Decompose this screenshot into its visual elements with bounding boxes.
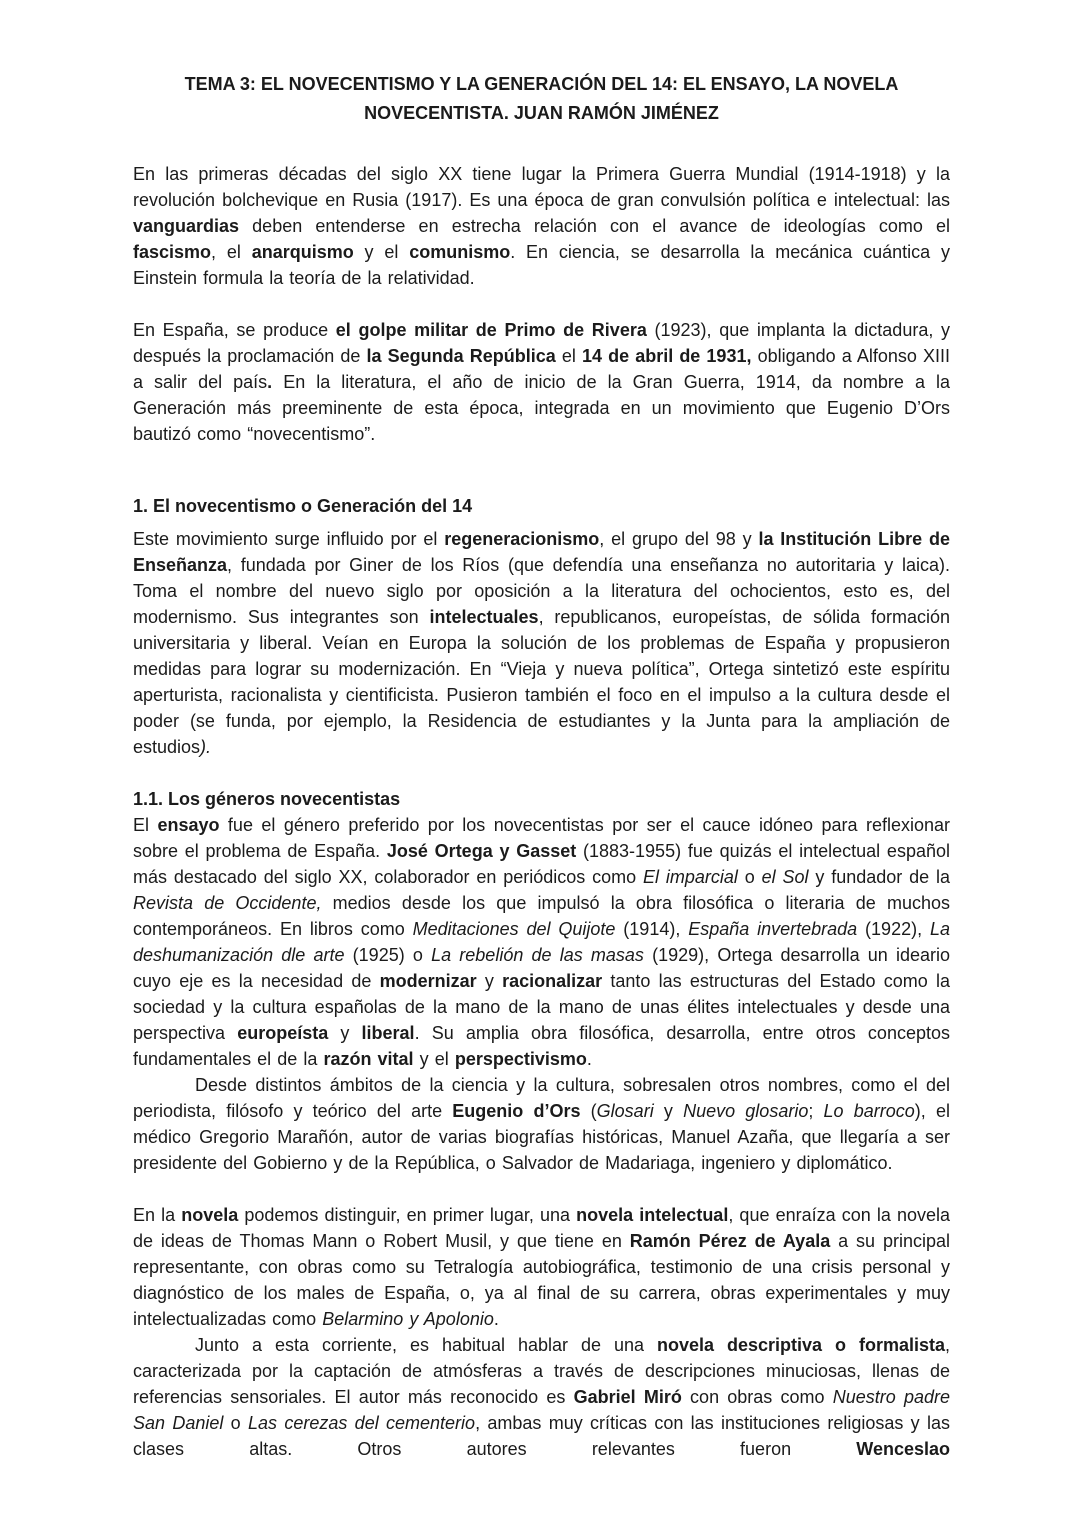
text-run: (1929), Ortega desarrolla un ideario cuyo eje es la necesidad de (133, 945, 950, 991)
text-run: Las cerezas del cementerio (248, 1413, 476, 1433)
paragraph-contexto-espana (133, 317, 950, 447)
text-run: En la literatura, el año de inicio de la Gran Guerra, 1914, da nombre a la Generación más preeminente de esta época, integrada en un movimiento que Eugenio D’Ors bautizó como “novecentismo”. (133, 372, 950, 444)
text-run: La deshumanización dle arte (133, 919, 950, 965)
paragraph-novela-descriptiva (133, 1332, 950, 1462)
text-run: modernizar (379, 971, 477, 991)
text-run: El imparcial (642, 867, 738, 887)
text-run: perspectivismo (454, 1049, 587, 1069)
text-run: Este movimiento surge influido por el (133, 529, 445, 549)
paragraph-contexto-mundial (133, 161, 950, 291)
text-run: o (737, 867, 762, 887)
text-run: vanguardias (133, 216, 240, 236)
text-run: el golpe militar de Primo de Rivera (335, 320, 647, 340)
text-run: Meditaciones del Quijote (412, 919, 616, 939)
text-run: 1. El novecentismo o Generación del 14 (133, 496, 473, 516)
text-run: Desde distintos ámbitos de la ciencia y la cultura, sobresalen otros nombres, como el del periodista, filósofo y teórico del arte (133, 1075, 950, 1121)
title-line-1: TEMA 3: EL NOVECENTISMO Y LA GENERACIÓN DEL 14: EL ENSAYO, LA NOVELA (184, 74, 899, 94)
text-run: obligando a Alfonso XIII a salir del país (133, 346, 950, 392)
text-run: , ambas muy críticas con las instituciones religiosas y las clases altas. Otros autores relevantes fueron (133, 1413, 951, 1459)
paragraph-movimiento (133, 526, 950, 760)
text-run: . (267, 372, 273, 392)
text-run: 1.1. Los géneros novecentistas (133, 789, 401, 809)
text-run: 14 de abril de 1931, (581, 346, 752, 366)
text-run: intelectuales (429, 607, 539, 627)
text-run: Glosari (596, 1101, 654, 1121)
text-run: medios desde los que impulsó la obra filosófica o literaria de muchos contemporáneos. En libros como (133, 893, 950, 939)
text-run: europeísta (237, 1023, 329, 1043)
text-run: (1925) o (344, 945, 432, 965)
text-run: , fundada por Giner de los Ríos (que defendía una enseñanza no autoritaria y laica). Toma el nombre del nuevo siglo por oposición a la literatura del ochocientos, esto es, del modernismo. Sus integrantes son (133, 555, 950, 627)
text-run: novela (181, 1205, 239, 1225)
text-run: Wenceslao (856, 1439, 950, 1459)
text-run: . Su amplia obra filosófica, desarrolla, entre otros conceptos fundamentales el de la (133, 1023, 950, 1069)
text-run: o (223, 1413, 249, 1433)
text-run: Eugenio d’Ors (452, 1101, 581, 1121)
text-run: . (493, 1309, 499, 1329)
text-run: con obras como (681, 1387, 833, 1407)
text-run: novela intelectual (576, 1205, 729, 1225)
text-run: fue el género preferido por los novecentistas por ser el cauce idóneo para reflexionar sobre el problema de España. (133, 815, 951, 861)
text-run: , el (211, 242, 252, 262)
text-run: En España, se produce (133, 320, 336, 340)
text-run: En las primeras décadas del siglo XX tiene lugar la Primera Guerra Mundial (1914-1918) y la revolución bolchevique en Rusia (1917). Es una época de gran convulsión política e intelectual: las (133, 164, 950, 210)
text-run: la Segunda República (366, 346, 556, 366)
paragraph-ensayo-ortega (133, 812, 950, 1072)
text-run: podemos distinguir, en primer lugar, una (238, 1205, 577, 1225)
text-run: y (476, 971, 503, 991)
text-run: comunismo (409, 242, 511, 262)
text-run: (1923), que implanta la dictadura, y después la proclamación de (133, 320, 950, 366)
text-run: Nuevo glosario (683, 1101, 809, 1121)
text-run: anarquismo (251, 242, 354, 262)
text-run: El (133, 815, 158, 835)
text-run: ). (200, 737, 212, 757)
text-run: , que enraíza con la novela de ideas de Thomas Mann o Robert Musil, y que tiene en (133, 1205, 950, 1251)
text-run: . En ciencia, se desarrolla la mecánica cuántica y Einstein formula la teoría de la relatividad. (133, 242, 950, 288)
text-run: y el (413, 1049, 455, 1069)
text-run: la Institución Libre de Enseñanza (133, 529, 951, 575)
text-run: (1922), (857, 919, 930, 939)
text-run: Belarmino y Apolonio (322, 1309, 494, 1329)
text-run: España invertebrada (688, 919, 858, 939)
text-run: Revista de Occidente, (133, 893, 322, 913)
text-run: , republicanos, europeístas, de sólida formación universitaria y liberal. Veían en Europa la solución de los problemas de España y propusieron medidas para lograr su modernización. En “Vieja y nueva política”, Ortega sintetizó este espíritu aperturista, racionalista y cientificista. Pusieron también el foco en el impulso a la cultura desde el poder (se funda, por ejemplo, la Residencia de estudiantes y la Junta para la ampliación de estudios (133, 607, 950, 757)
text-run: , el grupo del 98 y (599, 529, 759, 549)
text-run: y fundador de la (808, 867, 951, 887)
section-heading-novecentismo (133, 493, 950, 519)
text-run: racionalizar (502, 971, 603, 991)
text-run: regeneracionismo (444, 529, 600, 549)
text-run: (1883-1955) fue quizás el intelectual español más destacado del siglo XX, colaborador en periódicos como (133, 841, 950, 887)
text-run: novela descriptiva o formalista (656, 1335, 945, 1355)
paragraph-novela-intelectual (133, 1202, 950, 1332)
text-run: y (328, 1023, 362, 1043)
text-run: La rebelión de las masas (431, 945, 644, 965)
text-run: , caracterizada por la captación de atmósferas a través de descripciones minuciosas, llenas de referencias sensoriales. El autor más reconocido es (133, 1335, 950, 1407)
text-run: fascismo (133, 242, 212, 262)
text-run: a su principal representante, con obras como su Tetralogía autobiográfica, testimonio de una crisis personal y diagnóstico de los males de España, o, ya al final de su carrera, obras experimentales y muy intelectualizadas como (133, 1231, 950, 1329)
text-run: Junto a esta corriente, es habitual hablar de una (195, 1335, 657, 1355)
document-title (133, 70, 950, 128)
section-heading-generos (133, 786, 950, 812)
title-line-2: NOVECENTISTA. JUAN RAMÓN JIMÉNEZ (364, 103, 719, 123)
text-run: el Sol (761, 867, 809, 887)
text-run: deben entenderse en estrecha relación con el avance de ideologías como el (239, 216, 950, 236)
paragraph-otros-nombres (133, 1072, 950, 1176)
text-run: José Ortega y Gasset (386, 841, 577, 861)
text-run: ), el médico Gregorio Marañón, autor de varias biografías históricas, Manuel Azaña, que llegaría a ser presidente del Gobierno y de la República, o Salvador de Madariaga, ingeniero y diplomático. (133, 1101, 950, 1173)
text-run: ensayo (157, 815, 220, 835)
text-run: y el (353, 242, 410, 262)
text-run: . (586, 1049, 592, 1069)
text-run: Ramón Pérez de Ayala (629, 1231, 831, 1251)
text-run: y (653, 1101, 684, 1121)
text-run: tanto las estructuras del Estado como la sociedad y la cultura españolas de la mano de la mano de unas élites intelectuales y desde una perspectiva (133, 971, 950, 1043)
text-run: razón vital (323, 1049, 414, 1069)
text-run: ( (580, 1101, 597, 1121)
text-run: ; (808, 1101, 824, 1121)
text-run: En la (133, 1205, 182, 1225)
text-run: Lo barroco (823, 1101, 915, 1121)
text-run: liberal (361, 1023, 415, 1043)
text-run: el (555, 346, 582, 366)
text-run: Gabriel Miró (573, 1387, 682, 1407)
text-run: (1914), (615, 919, 689, 939)
text-run: Nuestro padre San Daniel (133, 1387, 951, 1433)
